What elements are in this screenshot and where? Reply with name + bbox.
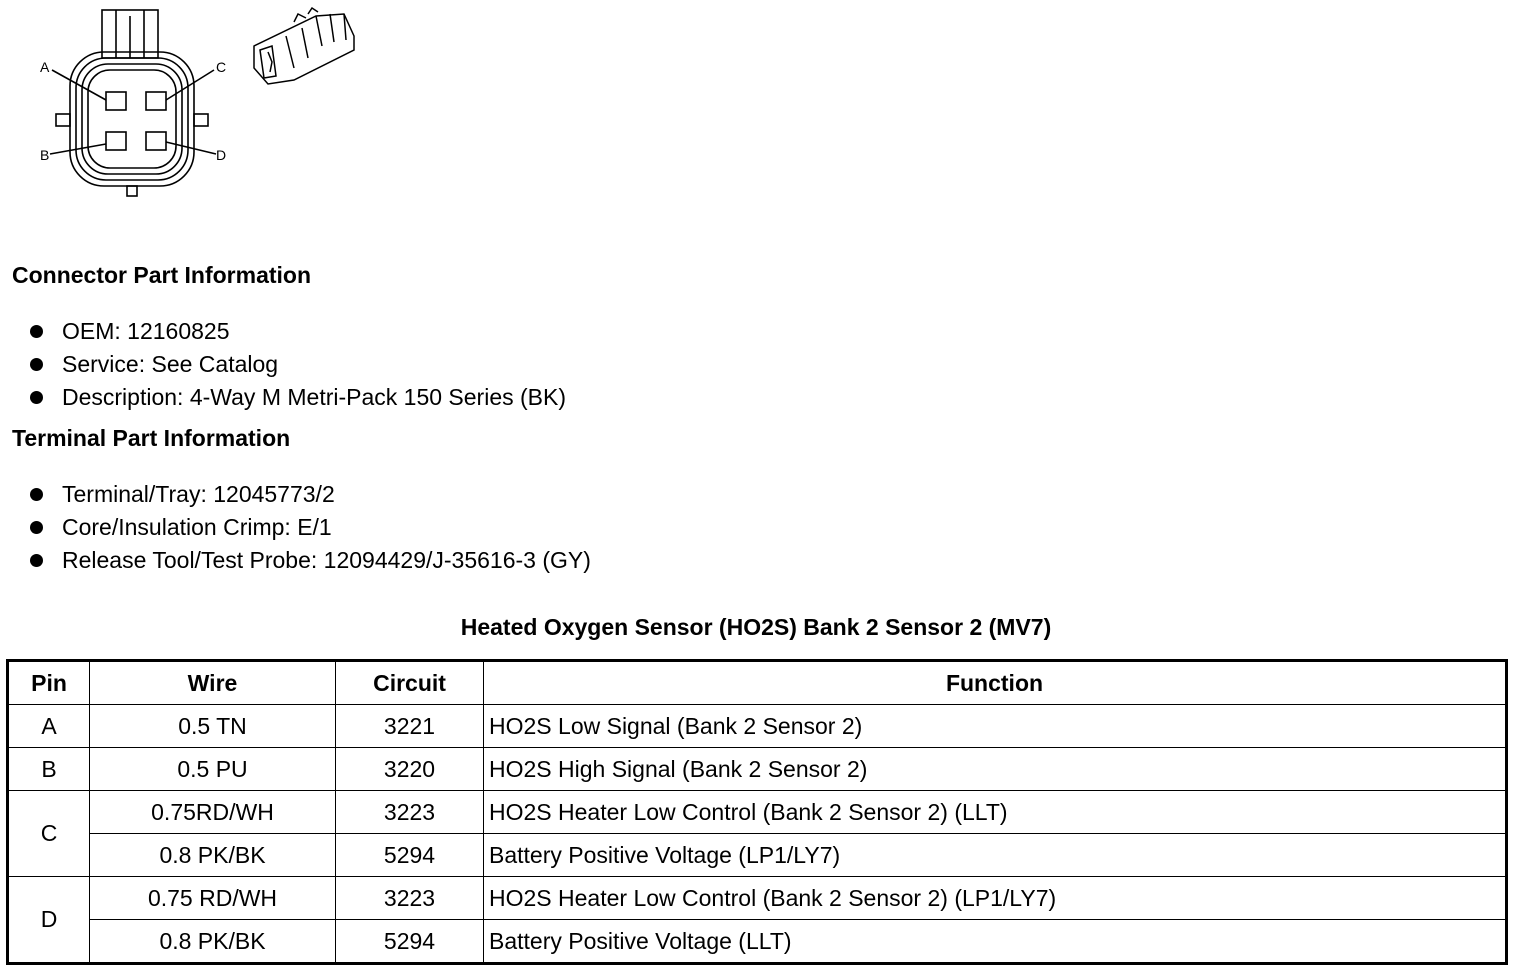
cell-wire: 0.75RD/WH	[90, 791, 336, 834]
cell-function: HO2S High Signal (Bank 2 Sensor 2)	[484, 748, 1507, 791]
list-item-text: Terminal/Tray: 12045773/2	[62, 481, 335, 507]
list-item-text: Description: 4-Way M Metri-Pack 150 Series (BK)	[62, 384, 567, 410]
pinout-table	[6, 659, 1508, 965]
cell-function: Battery Positive Voltage (LP1/LY7)	[484, 834, 1507, 877]
cell-wire: 0.8 PK/BK	[90, 834, 336, 877]
connector-part-heading: Connector Part Information	[12, 262, 312, 288]
connector-part-list	[28, 315, 566, 414]
table-row	[8, 834, 1507, 877]
terminal-part-list	[28, 478, 591, 577]
list-item-text: OEM: 12160825	[62, 318, 230, 344]
table-row	[8, 748, 1507, 791]
cell-circuit: 5294	[336, 834, 484, 877]
list-item	[28, 544, 591, 577]
cell-function: HO2S Low Signal (Bank 2 Sensor 2)	[484, 705, 1507, 748]
cell-function: HO2S Heater Low Control (Bank 2 Sensor 2) (LP1/LY7)	[484, 877, 1507, 920]
pin-label-d: D	[216, 147, 227, 163]
cell-circuit: 3223	[336, 791, 484, 834]
cell-wire: 0.75 RD/WH	[90, 877, 336, 920]
list-item-text: Release Tool/Test Probe: 12094429/J-35616-3 (GY)	[62, 547, 591, 573]
connector-face-diagram	[20, 2, 250, 202]
list-item	[28, 348, 566, 381]
header-wire: Wire	[90, 661, 336, 705]
list-item	[28, 381, 566, 414]
table-title: Heated Oxygen Sensor (HO2S) Bank 2 Sensor 2 (MV7)	[460, 614, 1052, 640]
cell-pin: C	[8, 791, 90, 877]
pin-label-c: C	[216, 59, 227, 75]
cell-circuit: 3223	[336, 877, 484, 920]
table-row	[8, 920, 1507, 964]
cell-pin: A	[8, 705, 90, 748]
list-item	[28, 511, 591, 544]
cell-circuit: 3220	[336, 748, 484, 791]
bullet-icon	[30, 488, 43, 501]
list-item-text: Service: See Catalog	[62, 351, 279, 377]
connector-plug-illustration	[246, 6, 362, 90]
header-circuit: Circuit	[336, 661, 484, 705]
cell-pin: B	[8, 748, 90, 791]
bullet-icon	[30, 325, 43, 338]
cell-circuit: 3221	[336, 705, 484, 748]
terminal-part-heading: Terminal Part Information	[12, 425, 291, 451]
list-item	[28, 478, 591, 511]
table-row	[8, 877, 1507, 920]
bullet-icon	[30, 391, 43, 404]
bullet-icon	[30, 554, 43, 567]
cell-function: HO2S Heater Low Control (Bank 2 Sensor 2) (LLT)	[484, 791, 1507, 834]
table-row	[8, 791, 1507, 834]
cell-function: Battery Positive Voltage (LLT)	[484, 920, 1507, 964]
bullet-icon	[30, 521, 43, 534]
cell-pin: D	[8, 877, 90, 964]
cell-wire: 0.5 TN	[90, 705, 336, 748]
list-item-text: Core/Insulation Crimp: E/1	[62, 514, 332, 540]
table-row	[8, 705, 1507, 748]
pin-label-a: A	[40, 59, 50, 75]
cell-wire: 0.5 PU	[90, 748, 336, 791]
cell-circuit: 5294	[336, 920, 484, 964]
pin-label-b: B	[40, 147, 50, 163]
cell-wire: 0.8 PK/BK	[90, 920, 336, 964]
bullet-icon	[30, 358, 43, 371]
list-item	[28, 315, 566, 348]
header-pin: Pin	[8, 661, 90, 705]
header-function: Function	[484, 661, 1507, 705]
table-header-row	[8, 661, 1507, 705]
